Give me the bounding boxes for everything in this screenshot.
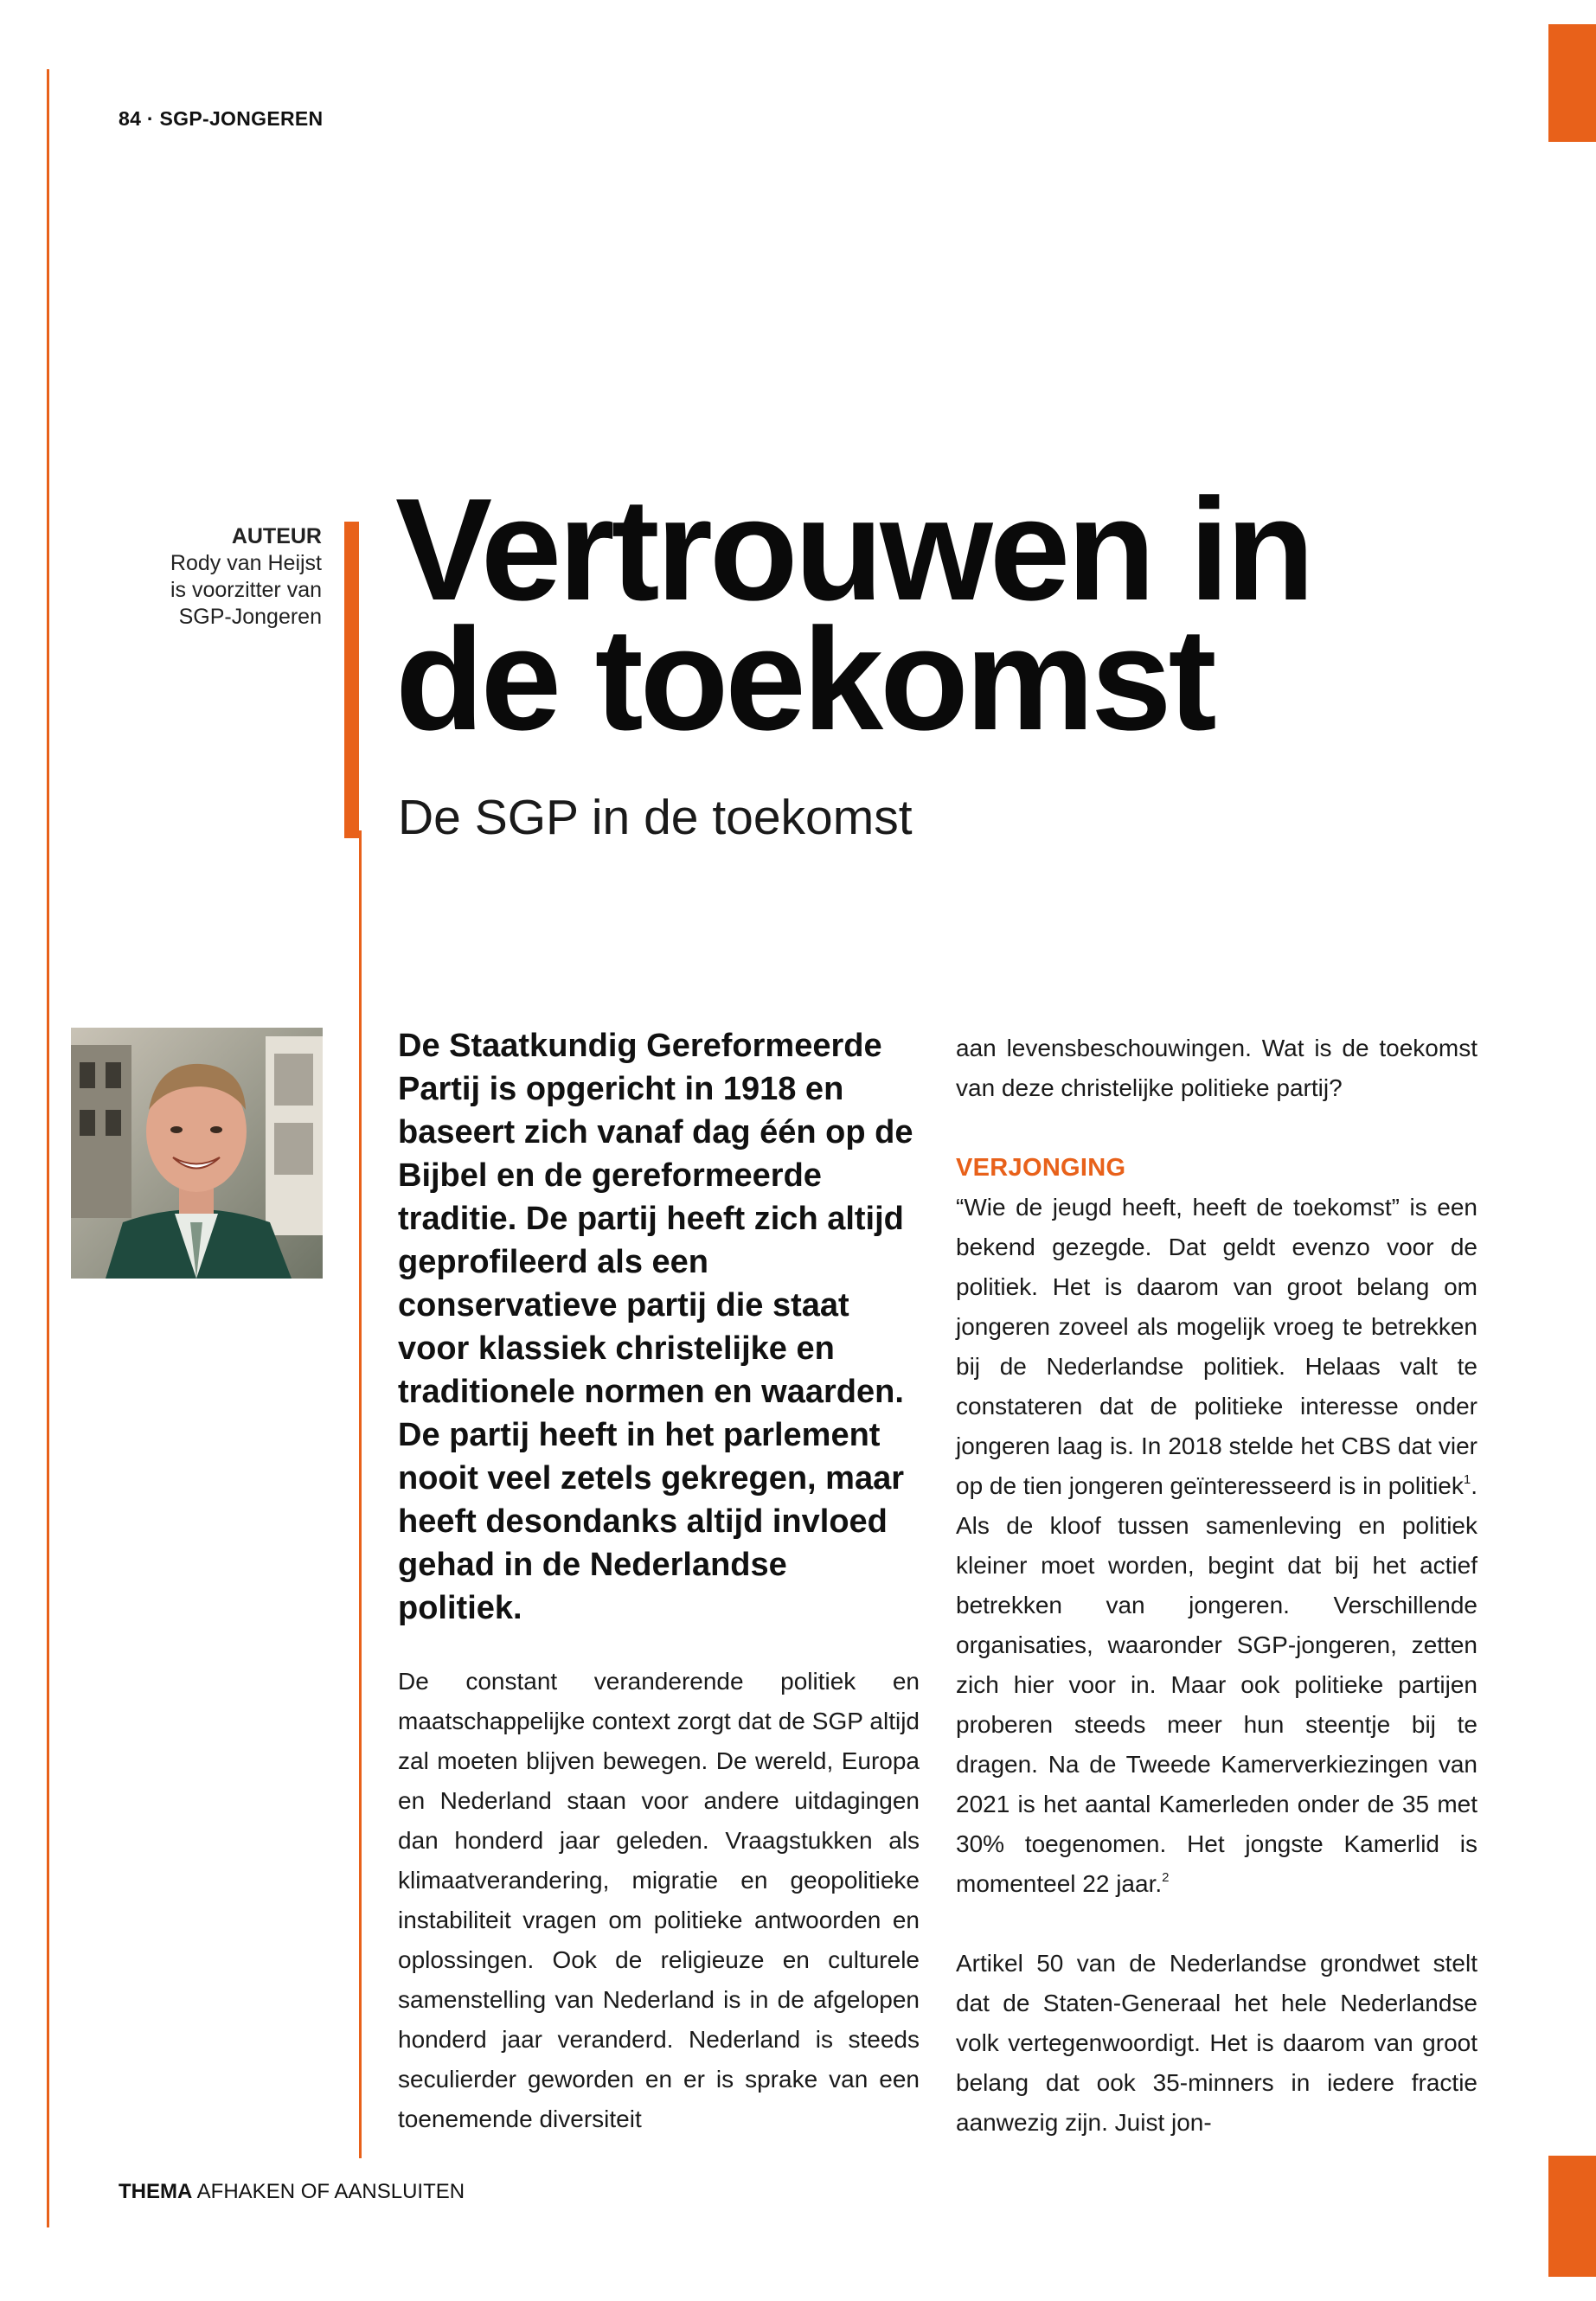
- footnote-marker-2[interactable]: 2: [1162, 1870, 1170, 1885]
- page-header: 84 · SGP-JONGEREN: [119, 107, 324, 130]
- body-paragraph-artikel-50: Artikel 50 van de Nederlandse grondwet stelt dat de Staten-Generaal het hele Nederlandse volk vertegenwoordigt. Het is daarom van groot belang dat ook 35-minners in iedere fractie aanwezig zijn. Juist jon-: [956, 1950, 1477, 2136]
- author-role-line1: is voorzitter van: [170, 578, 322, 602]
- title-line-1: Vertrouwen in: [395, 468, 1311, 631]
- footer-thema-label: THEMA: [119, 2180, 193, 2203]
- author-photo: [71, 1028, 323, 1279]
- body-paragraph-verjonging: [956, 1188, 1477, 1904]
- page-footer: [119, 2180, 465, 2204]
- body-column-2: [956, 1029, 1477, 2182]
- paragraph-part-a: “Wie de jeugd heeft, heeft de toekomst” is een bekend gezegde. Dat geldt evenzo voor de politiek. Het is daarom van groot belang om jongeren zoveel als mogelijk vroeg te betrekken bij de Nederlandse politiek. Helaas valt te constateren dat de politieke interesse onder jongeren laag is. In 2018 stelde het CBS dat vier op de tien jongeren geïnteresseerd is in politiek: [956, 1194, 1477, 1499]
- body-paragraph: aan levensbeschouwingen. Wat is de toekomst van deze christelijke politieke partij?: [956, 1035, 1477, 1101]
- lead-paragraph: De Staatkundig Gereformeerde Partij is opgericht in 1918 en baseert zich vanaf dag één op de Bijbel en de gereformeerde traditie. De partij heeft zich altijd geprofileerd als een conservatieve partij die staat voor klassiek christelijke en traditionele normen en waarden. De partij heeft in het parlement nooit veel zetels gekregen, maar heeft desondanks altijd invloed gehad in de Nederlandse politiek.: [398, 1028, 913, 1626]
- top-edge-tab: [1548, 24, 1596, 142]
- author-name: Rody van Heijst: [170, 551, 322, 575]
- left-margin-rule: [47, 69, 49, 2227]
- footnote-marker-1[interactable]: 1: [1463, 1472, 1471, 1487]
- body-paragraph: De constant veranderende politiek en maatschappelijke context zorgt dat de SGP altijd zal moeten blijven bewegen. De wereld, Europa en Nederland staan voor andere uitdagingen dan honderd jaar geleden. Vraagstukken als klimaatverandering, migratie en geopolitieke instabiliteit vragen om politieke antwoorden en oplossingen. Ook de religieuze en culturele samenstelling van Nederland is in de afgelopen honderd jaar veranderd. Nederland is steeds seculierder geworden en er is sprake van een toenemende diversiteit: [398, 1668, 920, 2132]
- author-label: AUTEUR: [231, 524, 322, 548]
- portrait-image: [71, 1028, 323, 1279]
- title-line-2: de toekomst: [395, 598, 1214, 760]
- author-role-line2: SGP-Jongeren: [178, 605, 322, 629]
- paragraph-part-b: . Als de kloof tussen samenleving en politiek kleiner moet worden, begint dat bij het actief betrekken van jongeren. Verschillende organisaties, waaronder SGP-jongeren, zetten zich hier voor in. Maar ook politieke partijen proberen steeds meer hun steentje bij te dragen. Na de Tweede Kamerverkiezingen van 2021 is het aantal Kamerleden onder de 35 met 30% toegenomen. Het jongste Kamerlid is momenteel 22 jaar.: [956, 1472, 1477, 1897]
- section-heading-verjonging: VERJONGING: [956, 1154, 1126, 1182]
- page-subtitle: De SGP in de toekomst: [398, 790, 913, 845]
- title-accent-bar: [344, 522, 359, 838]
- footer-thema-title: AFHAKEN OF AANSLUITEN: [196, 2180, 465, 2203]
- page-title: [395, 468, 1520, 760]
- author-block: [95, 523, 322, 631]
- column-rule: [359, 830, 362, 2158]
- bottom-edge-tab: [1548, 2156, 1596, 2277]
- body-column-1: [398, 1662, 920, 2179]
